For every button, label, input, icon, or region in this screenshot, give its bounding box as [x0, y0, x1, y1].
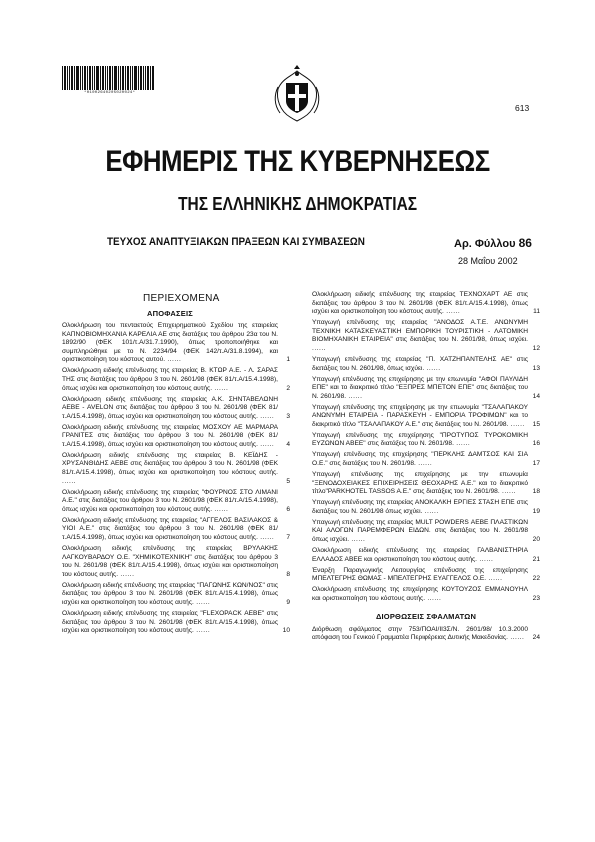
page-number: 613: [515, 103, 530, 113]
contents-entry: [312, 432, 540, 449]
contents-entry-page: 15: [532, 420, 540, 428]
contents-entry-text: Υπαγωγή επένδυσης της εταιρείας ΑΝΟΚΑΛΚΗ ΕΡΓΙΕΣ ΣΤΑΣΗ ΕΠΕ στις διατάξεις του Ν. 2601/98 όπως ισχύει.: [312, 499, 528, 515]
contents-entry: [312, 376, 540, 402]
contents-entry-text: Υπαγωγή επένδυσης της εταιρείας MULT POWDERS ΑΕΒΕ ΠΛΑΣΤΙΚΩΝ ΚΑΙ ΑΛΟΓΩΝ ΠΑΡΕΜΦΕΡΩΝ ΕΙΔΩΝ. στις διατάξεις του Ν. 2601/98 όπως ισχύει.: [312, 518, 528, 543]
gazette-title: ΕΦΗΜΕΡΙΣ ΤΗΣ ΚΥΒΕΡΝΗΣΕΩΣ: [105, 145, 490, 178]
contents-entry-page: 5: [286, 477, 290, 485]
contents-entry-page: 17: [532, 460, 540, 468]
contents-entry-text: Υπαγωγή επένδυσης της επιχείρησης "ΠΕΡΚΛΗΣ ΔΑΜΤΣΟΣ ΚΑΙ ΣΙΑ Ο.Ε." στις διατάξεις του Ν. 2601/98.: [312, 451, 528, 468]
contents-entry-text: Υπαγωγή επένδυσης της επιχείρησης με την επωνυμία "ΞΕΝΟΔΟΧΕΙΑΚΕΣ ΕΠΙΧΕΙΡΗΣΕΙΣ ΘΕΟΧΑΡΗΣ Α.Ε." και το διακριτικό τίτλο"PARKHOTEL TASSOS A.E." στις διατάξεις του Ν. 2601/98.: [312, 471, 528, 496]
dot-leader: ......: [425, 594, 442, 602]
contents-left-column: [62, 322, 290, 638]
dot-leader: ......: [424, 364, 441, 372]
contents-entry-page: 22: [532, 575, 540, 583]
contents-entry-page: 1: [286, 356, 290, 364]
contents-entry: [312, 567, 540, 584]
contents-entry: [62, 545, 290, 579]
contents-entry-page: 23: [532, 594, 540, 602]
dot-leader: ......: [499, 488, 516, 496]
decisions-heading: ΑΠΟΦΑΣΕΙΣ: [147, 309, 193, 318]
contents-entry-text: Ολοκλήρωση ειδικής επένδυσης της εταιρείας Β. ΚΕΪΔΗΣ - ΧΡΥΣΑΝΘΙΔΗΣ ΑΕΒΕ στις διατάξεις του άρθρου 3 του Ν. 2601/98 (ΦΕΚ 81/τ.Α/15.4.1998), όπως ισχύει και οριστικοποίηση του κόστους αυτής.: [62, 451, 278, 477]
contents-entry: [62, 517, 290, 543]
contents-entry-text: Υπαγωγή επένδυσης της επιχείρησης με την επωνυμία "ΑΦΟΙ ΠΑΥΛΙΔΗ ΕΠΕ" και το διακριτικό τίτλο "ΕΞΠΡΕΣ ΜΠΕΤΟΝ ΕΠΕ" στις διατάξεις του Ν. 2601/98.: [312, 375, 528, 400]
contents-entry-text: Ολοκλήρωση του πενταετούς Επιχειρηματικού Σχεδίου της εταιρείας ΚΑΠΝΟΒΙΟΜΗΧΑΝΙΑ ΚΑΡΕΛΙΑ ΑΕ στις διατάξεις του άρθρου 23α του Ν. 1892/90 (ΦΕΚ 101/τ.Α/31.7.1990), όπως τροποποιήθηκε και συμπληρώθηκε με το Ν. 2234/94 (ΦΕΚ 142/τ.Α/31.8.1994), και οριστικοποίηση του κόστους αυτού.: [62, 322, 278, 364]
contents-entry-text: Ολοκλήρωση ειδικής επένδυσης της εταιρείας Β. ΚΤΩΡ Α.Ε. - Λ. ΣΑΡΑΣ ΤΗΣ στις διατάξεις του άρθρου 3 του Ν. 2601/98 (ΦΕΚ 81/τ.Α/15.4.1998), όπως ισχύει και οριστικοποίηση του κόστους αυτής.: [62, 367, 278, 392]
contents-entry: [62, 489, 290, 515]
dot-leader: ......: [508, 420, 525, 428]
dot-leader: ......: [422, 507, 439, 515]
contents-entry: [62, 610, 290, 636]
contents-entry-page: 16: [532, 440, 540, 448]
dot-leader: ......: [118, 570, 135, 578]
dot-leader: ......: [257, 412, 275, 420]
contents-entry-page: 14: [532, 392, 540, 400]
contents-entry: [62, 452, 290, 486]
contents-entry: [312, 547, 540, 564]
contents-entry-text: Έναρξη Παραγωγικής Λειτουργίας επένδυσης της επιχείρησης ΜΠΕΛΤΕΓΡΗΣ ΘΩΜΑΣ - ΜΠΕΛΤΕΓΡΗΣ ΕΥΑΓΓΕΛΟΣ Ο.Ε.: [312, 566, 528, 583]
dot-leader: ......: [257, 440, 275, 448]
contents-entry: [62, 322, 290, 365]
contents-entry-text: Ολοκλήρωση ειδικής επένδυσης της εταιρείας "FLEXOPACK ΑΕΒΕ" στις διατάξεις του άρθρου 3 του Ν. 2601/98 (ΦΕΚ 81/τ.Α/15.4.1998), όπως ισχύει και οριστικοποίηση του κόστους αυτής.: [62, 609, 278, 635]
contents-entry-text: Ολοκλήρωση ειδικής επένδυσης της εταιρείας Α.Κ. ΣΗΝΤΑΒΕΛΩΝΗ ΑΕΒΕ - AVELON στις διατάξεις του άρθρου 3 του Ν. 2601/98 (ΦΕΚ 81/τ.Α/15.4.1998), όπως ισχύει και οριστικοποίηση του κόστους αυτής.: [62, 395, 278, 420]
contents-entry: [312, 471, 540, 497]
contents-entry-page: 20: [532, 535, 540, 543]
contents-entry-page: 3: [286, 412, 290, 420]
gazette-subtitle: ΤΗΣ ΕΛΛΗΝΙΚΗΣ ΔΗΜΟΚΡΑΤΙΑΣ: [178, 194, 418, 214]
errata-heading: ΔΙΟΡΘΩΣΕΙΣ ΣΦΑΛΜΑΤΩΝ: [375, 612, 477, 622]
barcode: [62, 66, 154, 90]
contents-entry-page: 21: [532, 555, 540, 563]
contents-entry-text: Ολοκλήρωση ειδικής επένδυσης της εταιρείας ΒΡΥΛΑΚΗΣ ΛΑΓΚΟΥΒΑΡΔΟΥ Ο.Ε. "ΧΗΜΙΚΟΤΕΧΝΙΚΗ" στις διατάξεις του άρθρου 3 του Ν. 2601/98 (ΦΕΚ 81/τ.Α/15.4.1998), όπως ισχύει και οριστικοποίηση του κόστους αυτής.: [62, 544, 278, 578]
contents-entry: [62, 582, 290, 608]
dot-leader: ......: [165, 356, 182, 364]
contents-entry: [312, 356, 540, 373]
contents-entry: [312, 586, 540, 603]
contents-entry: [62, 396, 290, 422]
dot-leader: ......: [443, 308, 461, 316]
contents-entry-text: Ολοκλήρωση επένδυσης της επιχείρησης ΚΟΥΤΟΥΖΟΣ ΕΜΜΑΝΟΥΗΛ και οριστικοποίηση του κόστους αυτής.: [312, 586, 528, 602]
contents-entry-text: Υπαγωγή επένδυσης της εταιρείας "ΑΝΟΔΟΣ Α.Τ.Ε. ΑΝΩΝΥΜΗ ΤΕΧΝΙΚΗ ΚΑΤΑΣΚΕΥΑΣΤΙΚΗ ΕΜΠΟΡΙΚΗ ΤΟΥΡΙΣΤΙΚΗ - ΛΑΤΟΜΙΚΗ ΒΙΟΜΗΧΑΝΙΚΗ ΕΤΑΙΡΕΙΑ" στις διατάξεις του Ν. 2601/98, όπως ισχύει.: [312, 319, 528, 344]
contents-entry-text: Ολοκλήρωση ειδικής επένδυσης της εταιρείας ΤΕΧΝΟΧΑΡΤ ΑΕ στις διατάξεις του άρθρου 3 του Ν. 2601/98 (ΦΕΚ 81/τ.Α/15.4.1998), όπως ισχύει και οριστικοποίηση του κόστους αυτής.: [312, 291, 528, 316]
contents-entry-page: 4: [286, 440, 290, 448]
contents-entry: [312, 319, 540, 353]
contents-entry-page: 8: [286, 570, 290, 578]
contents-entry-page: 10: [282, 627, 290, 635]
sheet-number: [454, 236, 532, 250]
contents-entry-page: 2: [286, 384, 290, 392]
contents-entry-page: 13: [532, 364, 540, 372]
contents-entry-text: Ολοκλήρωση ειδικής επένδυσης της εταιρείας "ΑΓΓΕΛΟΣ ΒΑΣΙΛΑΚΟΣ & ΥΙΟΙ Α.Ε." στις διατάξεις του άρθρου 3 του Ν. 2601/98 (ΦΕΚ 81/τ.Α/15.4.1998), όπως ισχύει και οριστικοποίηση του κόστους αυτής.: [62, 516, 278, 541]
dot-leader: ......: [257, 534, 275, 541]
dot-leader: ......: [349, 535, 366, 543]
contents-entry-text: Ολοκλήρωση ειδικής επένδυσης της εταιρείας ΜΟΣΧΟΥ ΑΕ ΜΑΡΜΑΡΑ ΓΡΑΝΙΤΕΣ στις διατάξεις του άρθρου 3 του Ν. 2601/98 (ΦΕΚ 81/τ.Α/15.4.1998), όπως ισχύει και οριστικοποίηση του κόστους αυτής.: [62, 423, 278, 448]
barcode-number: *01002640205020024*: [84, 91, 136, 95]
dot-leader: ......: [477, 555, 494, 563]
contents-entry-page: 24: [532, 634, 540, 642]
contents-entry: [312, 626, 540, 643]
dot-leader: ......: [453, 440, 471, 448]
contents-entry: [312, 451, 540, 468]
contents-entry: [312, 291, 540, 317]
dot-leader: ......: [486, 575, 503, 583]
contents-right-column: [312, 291, 540, 645]
dot-leader: ......: [212, 505, 229, 513]
contents-entry-page: 7: [286, 534, 290, 541]
contents-entry-page: 18: [532, 488, 540, 496]
contents-entry-page: 6: [286, 505, 290, 513]
sheet-number-value: 86: [518, 236, 532, 250]
contents-entry: [312, 404, 540, 430]
contents-entry-page: 12: [532, 344, 540, 352]
dot-leader: ......: [62, 477, 76, 485]
contents-entry: [62, 424, 290, 450]
national-emblem-icon: [272, 65, 322, 123]
contents-entry: [312, 519, 540, 545]
contents-heading: ΠΕΡΙΕΧΟΜΕΝΑ: [143, 293, 220, 304]
dot-leader: ......: [415, 460, 433, 468]
dot-leader: ......: [312, 344, 326, 352]
contents-entry-page: 9: [286, 598, 290, 606]
contents-entry-text: Ολοκλήρωση ειδικής επένδυσης της εταιρείας "ΦΟΥΡΝΟΣ ΣΤΟ ΛΙΜΑΝΙ Α.Ε." στις διατάξεις του άρθρου 3 του Ν. 2601/98 (ΦΕΚ 81/τ.Α/15.4.1998), όπως ισχύει και οριστικοποίηση του κόστους αυτής.: [62, 488, 278, 513]
contents-entry-page: 19: [532, 507, 540, 515]
dot-leader: ......: [346, 392, 363, 400]
sheet-label: Αρ. Φύλλου: [454, 238, 516, 250]
dot-leader: ......: [212, 384, 229, 392]
issue-date: 28 Μαΐου 2002: [458, 256, 518, 266]
contents-entry-text: Υπαγωγή επένδυσης της επιχείρησης με την επωνυμία "ΤΣΑΛΑΠΑΚΟΥ ΑΝΩΝΥΜΗ ΕΤΑΙΡΕΙΑ - ΠΑΡΑΣΚΕΥΗ - ΕΜΠΟΡΙΑ ΤΡΟΦΙΜΩΝ" και το διακριτικό τίτλο "ΤΣΑΛΑΠΑΚΟΥ Α.Ε." στις διατάξεις του Ν. 2601/98.: [312, 403, 528, 428]
contents-entry-text: Υπαγωγή επένδυσης της επιχείρησης "ΠΡΟΤΥΠΟΣ ΤΥΡΟΚΟΜΙΚΗ ΕΥΖΩΝΩΝ ΑΒΕΕ" στις διατάξεις του Ν. 2601/98.: [312, 431, 528, 448]
contents-entry-page: 11: [533, 308, 540, 316]
contents-entry: [62, 367, 290, 393]
contents-entry-text: Ολοκλήρωση ειδικής επένδυσης της εταιρείας "ΠΑΓΩΝΗΣ ΚΩΝ/ΝΟΣ" στις διατάξεις του άρθρου 3 του Ν. 2601/98 (ΦΕΚ 81/τ.Α/15.4.1998), όπως ισχύει και οριστικοποίηση του κόστους αυτής.: [62, 581, 278, 606]
contents-entry-text: Ολοκλήρωση ειδικής επένδυσης της εταιρείας ΓΑΛΒΑΝΙΣΤΗΡΙΑ ΕΛΛΑΔΟΣ ΑΒΕΕ και οριστικοποίηση του κόστους αυτής.: [312, 546, 528, 563]
dot-leader: ......: [193, 627, 211, 635]
contents-entry-text: Διόρθωση σφάλματος στην 753/ΠΟΑΙ/ΙΙ3Σ/Ν. 2601/98/ 10.3.2000 απόφαση του Γενικού Γραμματέα Περιφέρειας Δυτικής Μακεδονίας.: [312, 625, 528, 642]
dot-leader: ......: [508, 634, 525, 642]
dot-leader: ......: [193, 598, 211, 606]
contents-entry: [312, 499, 540, 516]
contents-entry-text: Υπαγωγή επένδυσης της εταιρείας "Π. ΧΑΤΖΗΠΑΝΤΕΛΗΣ ΑΕ" στις διατάξεις του Ν. 2601/98, όπως ισχύει.: [312, 355, 528, 372]
issue-series: ΤΕΥΧΟΣ ΑΝΑΠΤΥΞΙΑΚΩΝ ΠΡΑΞΕΩΝ ΚΑΙ ΣΥΜΒΑΣΕΩΝ: [107, 236, 365, 248]
